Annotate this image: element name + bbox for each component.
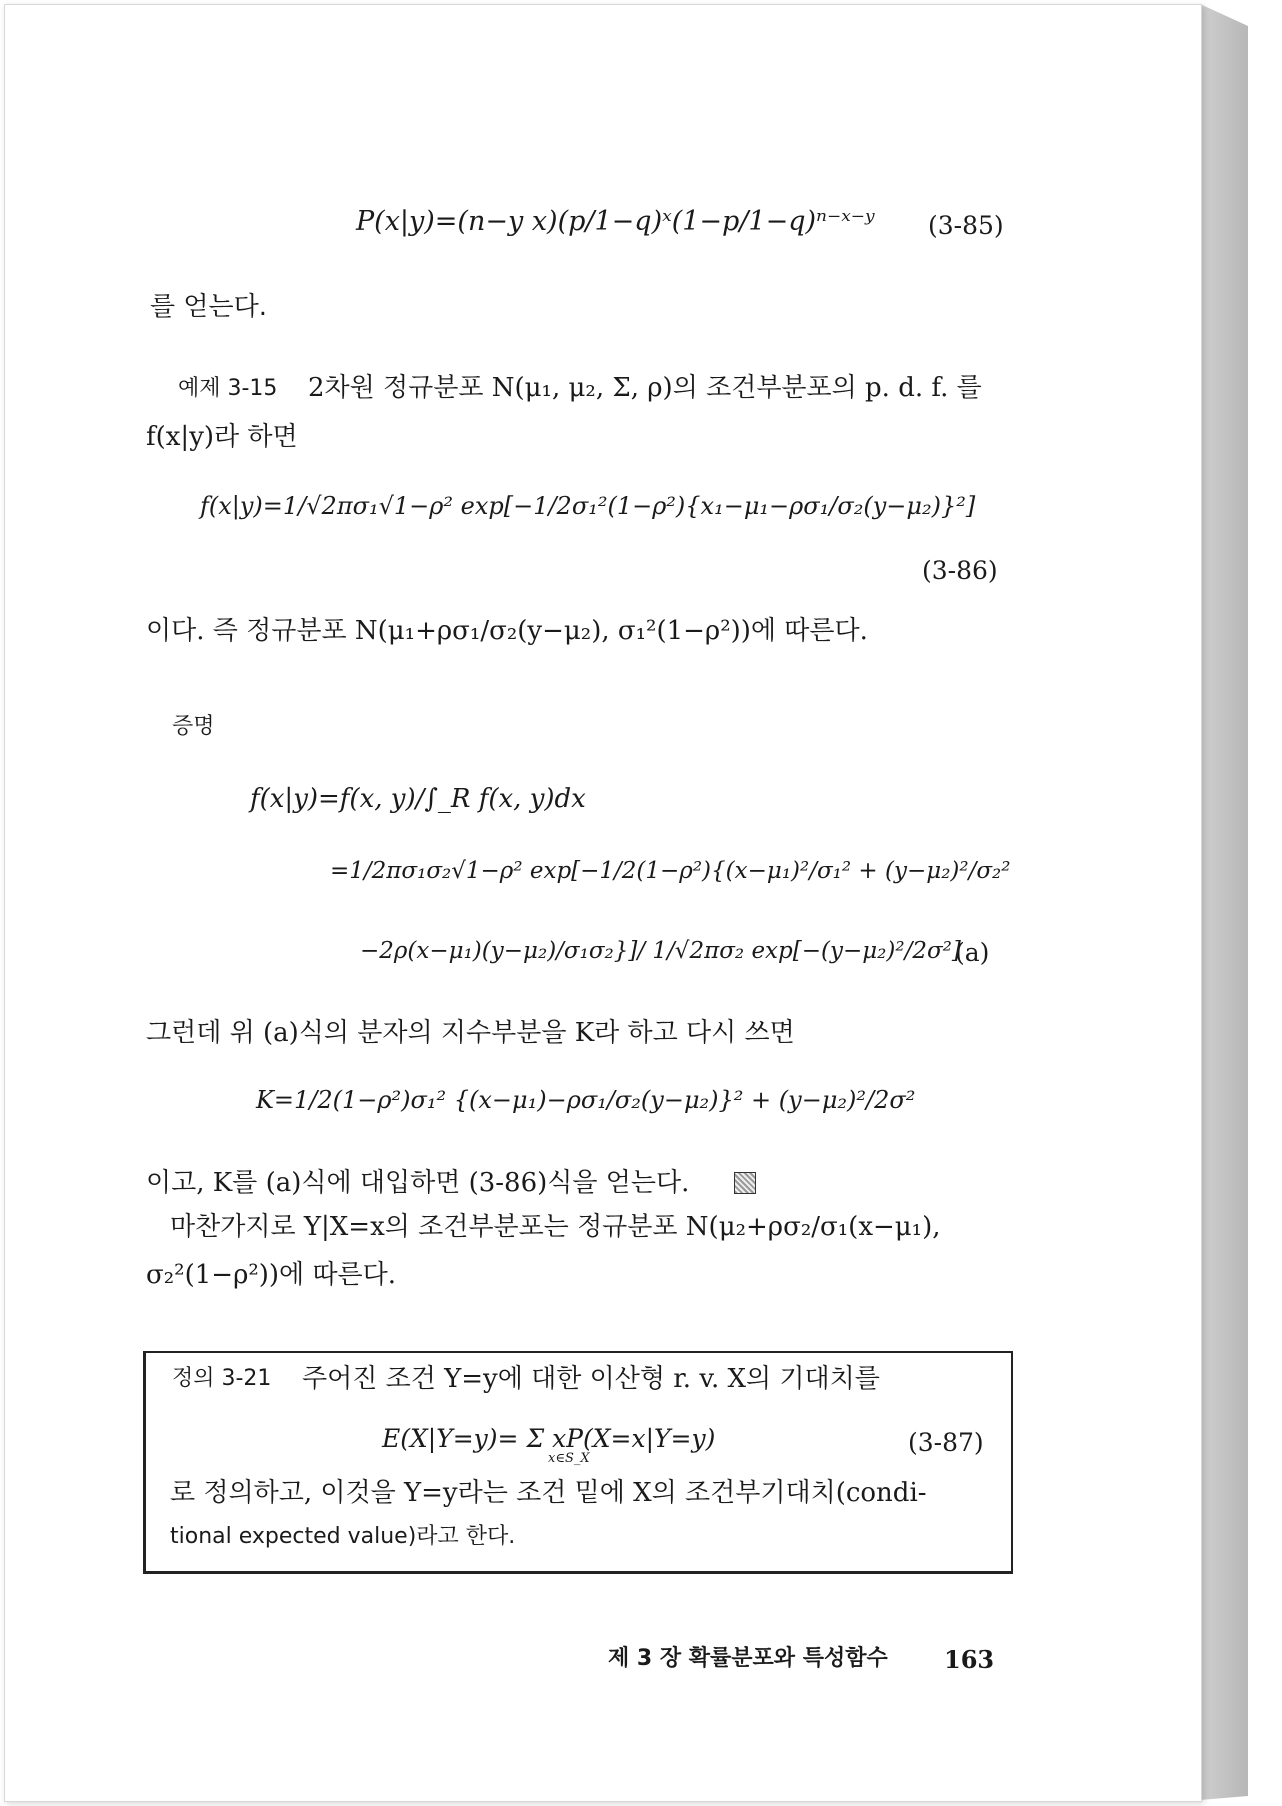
proof-text-1: 그런데 위 (a)식의 분자의 지수부분을 K라 하고 다시 쓰면 (146, 1018, 795, 1048)
proof-label: 증명 (172, 714, 215, 739)
proof-equation-line-2: =1/2πσ₁σ₂√1−ρ² exp[−1/2(1−ρ²){(x−μ₁)²/σ₁² + (y−μ₂)²/σ₂² (330, 858, 1011, 884)
page-number: 163 (944, 1645, 995, 1674)
example-text-line-2: f(x|y)라 하면 (146, 422, 298, 452)
equation-3-87: E(X|Y=y)= Σ xP(X=x|Y=y) (382, 1424, 716, 1453)
equation-K: K=1/2(1−ρ²)σ₁² {(x−μ₁)−ρσ₁/σ₂(y−μ₂)}² + (y−μ₂)²/2σ² (256, 1086, 916, 1114)
equation-3-86: f(x|y)=1/√2πσ₁√1−ρ² exp[−1/2σ₁²(1−ρ²){x₁−μ₁−ρσ₁/σ₂(y−μ₂)}²] (200, 492, 976, 520)
proof-text-3-line-2: σ₂²(1−ρ²))에 따른다. (146, 1260, 397, 1290)
paragraph-text: 를 얻는다. (150, 292, 267, 322)
example-conclusion: 이다. 즉 정규분포 N(μ₁+ρσ₁/σ₂(y−μ₂), σ₁²(1−ρ²))에 따른다. (146, 616, 868, 646)
proof-equation-line-3: −2ρ(x−μ₁)(y−μ₂)/σ₁σ₂}]/ 1/√2πσ₂ exp[−(y−μ₂)²/2σ²] (360, 938, 961, 964)
equation-number-3-87: (3-87) (908, 1428, 984, 1457)
equation-3-87-subscript: x∈S_X (548, 1451, 590, 1466)
running-footer-chapter: 제 3 장 확률분포와 특성함수 (608, 1646, 888, 1671)
definition-label: 정의 3-21 (172, 1366, 272, 1391)
equation-tag-a: (a) (955, 938, 990, 967)
equation-number-3-85: (3-85) (928, 211, 1004, 240)
proof-equation-line-1: f(x|y)=f(x, y)/∫_R f(x, y)dx (250, 784, 586, 814)
equation-number-3-86: (3-86) (922, 556, 998, 585)
page-thickness-edge (1200, 4, 1248, 1800)
proof-text-2: 이고, K를 (a)식에 대입하면 (3-86)식을 얻는다. (146, 1168, 690, 1198)
equation-3-85: P(x|y)=(n−y x)(p/1−q)ˣ(1−p/1−q)ⁿ⁻ˣ⁻ʸ (356, 206, 875, 237)
qed-mark-icon (734, 1172, 756, 1194)
definition-text-line-2: 로 정의하고, 이것을 Y=y라는 조건 밑에 X의 조건부기대치(condi- (170, 1478, 927, 1508)
definition-text-line-1: 주어진 조건 Y=y에 대한 이산형 r. v. X의 기대치를 (302, 1364, 880, 1394)
example-text-line-1: 2차원 정규분포 N(μ₁, μ₂, Σ, ρ)의 조건부분포의 p. d. f. 를 (308, 373, 982, 403)
proof-text-3-line-1: 마찬가지로 Y|X=x의 조건부분포는 정규분포 N(μ₂+ρσ₂/σ₁(x−μ₁), (170, 1212, 941, 1242)
definition-text-line-3: tional expected value)라고 한다. (170, 1524, 516, 1549)
example-label: 예제 3-15 (178, 376, 278, 401)
